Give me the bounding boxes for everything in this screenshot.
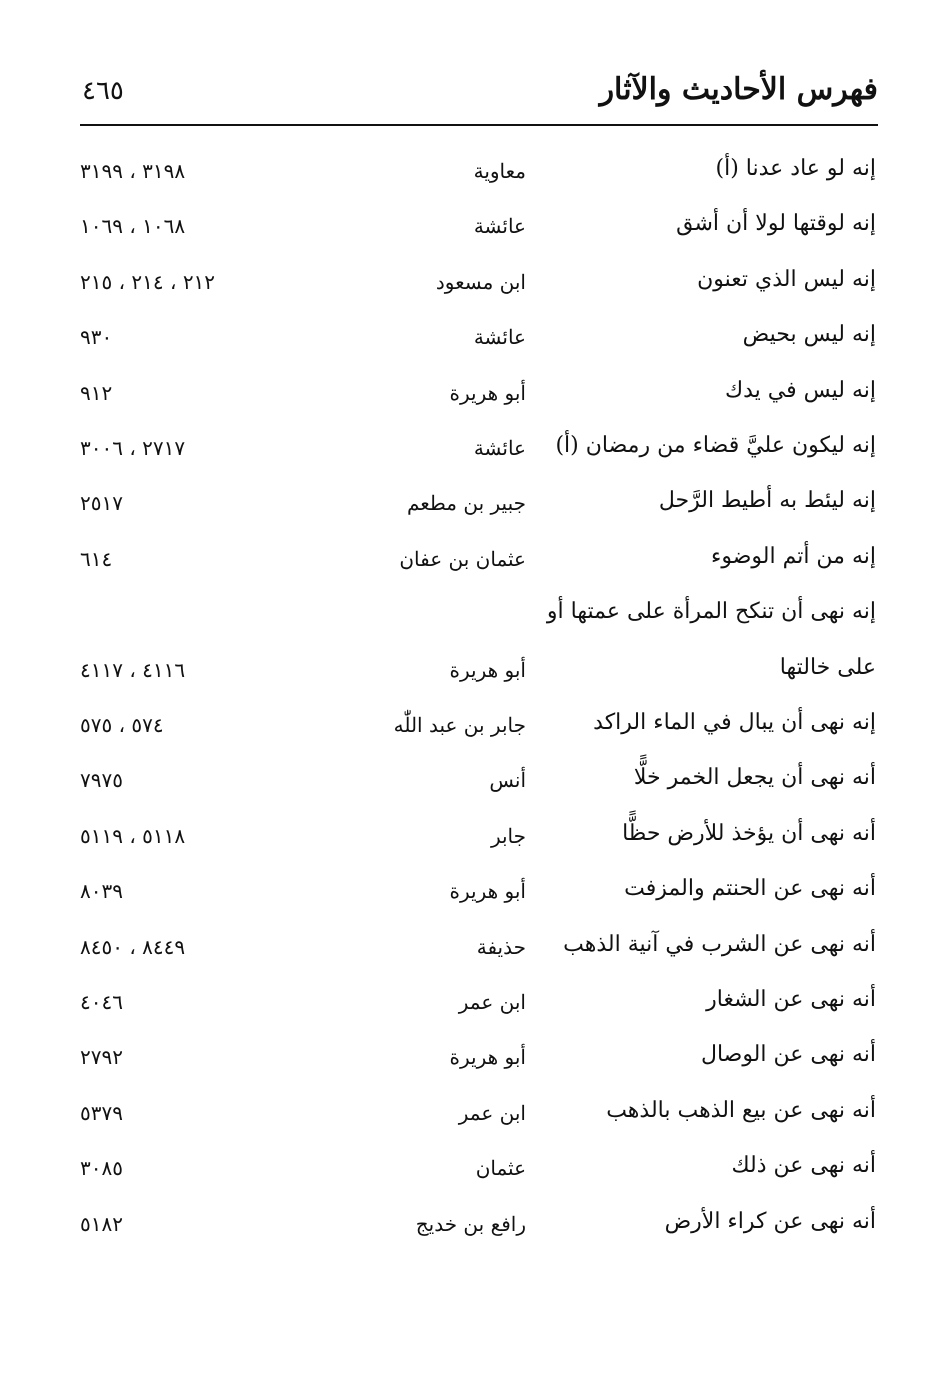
index-entry-row bbox=[0, 655, 932, 705]
hadith-numbers: ٧٩٧٥ bbox=[80, 768, 123, 792]
index-entry-row bbox=[0, 1209, 932, 1259]
hadith-numbers: ٢١٢ ، ٢١٤ ، ٢١٥ bbox=[80, 270, 216, 294]
hadith-text: أنه نهى عن الوصال bbox=[700, 1042, 876, 1067]
hadith-text: إنه لو عاد عدنا (أ) bbox=[715, 156, 876, 181]
hadith-numbers: ٥٧٤ ، ٥٧٥ bbox=[80, 713, 164, 737]
hadith-text: إنه نهى أن تنكح المرأة على عمتها أو bbox=[546, 599, 876, 624]
index-entry-row bbox=[0, 488, 932, 538]
hadith-numbers: ٤٠٤٦ bbox=[80, 990, 123, 1014]
hadith-text: أنه نهى أن يؤخذ للأرض حظًّا bbox=[622, 821, 876, 846]
index-entry-row bbox=[0, 599, 932, 649]
hadith-text: إنه نهى أن يبال في الماء الراكد bbox=[593, 710, 876, 735]
hadith-text: إنه ليس في يدك bbox=[724, 378, 876, 403]
narrator-name: ابن عمر bbox=[458, 990, 526, 1014]
narrator-name: عائشة bbox=[473, 325, 526, 349]
hadith-text: إنه ليس الذي تعنون bbox=[697, 267, 876, 292]
hadith-numbers: ٩١٢ bbox=[80, 381, 113, 405]
hadith-numbers: ٥٣٧٩ bbox=[80, 1101, 123, 1125]
hadith-text: أنه نهى عن الشغار bbox=[706, 987, 876, 1012]
page-number: ٤٦٥ bbox=[82, 76, 124, 106]
hadith-numbers: ٨٠٣٩ bbox=[80, 879, 123, 903]
page-title: فهرس الأحاديث والآثار bbox=[599, 72, 878, 107]
index-entry-row bbox=[0, 1042, 932, 1092]
narrator-name: أنس bbox=[489, 768, 526, 792]
narrator-name: ابن عمر bbox=[458, 1101, 526, 1125]
narrator-name: عائشة bbox=[473, 436, 526, 460]
hadith-numbers: ٥١١٨ ، ٥١١٩ bbox=[80, 824, 186, 848]
narrator-name: أبو هريرة bbox=[449, 1045, 526, 1069]
hadith-text: أنه نهى عن الشرب في آنية الذهب bbox=[563, 932, 876, 957]
index-entry-row bbox=[0, 433, 932, 483]
hadith-text: إنه لوقتها لولا أن أشق bbox=[676, 211, 876, 236]
narrator-name: معاوية bbox=[473, 159, 526, 183]
index-entry-row bbox=[0, 544, 932, 594]
narrator-name: جبير بن مطعم bbox=[406, 491, 526, 515]
narrator-name: ابن مسعود bbox=[435, 270, 526, 294]
hadith-numbers: ٣١٩٨ ، ٣١٩٩ bbox=[80, 159, 186, 183]
index-entry-row bbox=[0, 267, 932, 317]
hadith-text: على خالتها bbox=[779, 655, 876, 680]
index-entry-row bbox=[0, 1153, 932, 1203]
narrator-name: عائشة bbox=[473, 214, 526, 238]
hadith-numbers: ٨٤٤٩ ، ٨٤٥٠ bbox=[80, 935, 186, 959]
hadith-text: أنه نهى عن الحنتم والمزفت bbox=[624, 876, 876, 901]
narrator-name: أبو هريرة bbox=[449, 879, 526, 903]
hadith-text: أنه نهى أن يجعل الخمر خلًّا bbox=[633, 765, 876, 790]
hadith-text: إنه ليس بحيض bbox=[742, 322, 876, 347]
narrator-name: أبو هريرة bbox=[449, 658, 526, 682]
hadith-numbers: ١٠٦٨ ، ١٠٦٩ bbox=[80, 214, 186, 238]
index-entry-row bbox=[0, 156, 932, 206]
hadith-text: إنه من أتم الوضوء bbox=[711, 544, 876, 569]
narrator-name: أبو هريرة bbox=[449, 381, 526, 405]
index-entry-row bbox=[0, 1098, 932, 1148]
narrator-name: حذيفة bbox=[476, 935, 526, 959]
index-entry-row bbox=[0, 211, 932, 261]
hadith-text: إنه ليكون عليَّ قضاء من رمضان (أ) bbox=[555, 433, 876, 458]
narrator-name: عثمان بن عفان bbox=[399, 547, 526, 571]
hadith-numbers: ٩٣٠ bbox=[80, 325, 113, 349]
index-entry-row bbox=[0, 821, 932, 871]
hadith-numbers: ٦١٤ bbox=[80, 547, 113, 571]
index-entry-row bbox=[0, 322, 932, 372]
hadith-numbers: ٢٧١٧ ، ٣٠٠٦ bbox=[80, 436, 186, 460]
index-entry-row bbox=[0, 876, 932, 926]
hadith-numbers: ٥١٨٢ bbox=[80, 1212, 123, 1236]
hadith-text: أنه نهى عن ذلك bbox=[731, 1153, 876, 1178]
hadith-text: أنه نهى عن كراء الأرض bbox=[664, 1209, 876, 1234]
hadith-numbers: ٢٥١٧ bbox=[80, 491, 123, 515]
index-entry-row bbox=[0, 765, 932, 815]
index-entry-row bbox=[0, 710, 932, 760]
index-entry-row bbox=[0, 378, 932, 428]
hadith-numbers: ٤١١٦ ، ٤١١٧ bbox=[80, 658, 186, 682]
hadith-text: إنه ليئط به أطيط الرَّحل bbox=[658, 488, 876, 513]
hadith-numbers: ٢٧٩٢ bbox=[80, 1045, 123, 1069]
narrator-name: جابر bbox=[490, 824, 526, 848]
index-entry-row bbox=[0, 932, 932, 982]
hadith-text: أنه نهى عن بيع الذهب بالذهب bbox=[606, 1098, 876, 1123]
index-entry-row bbox=[0, 987, 932, 1037]
narrator-name: رافع بن خديج bbox=[415, 1212, 526, 1236]
narrator-name: عثمان bbox=[475, 1156, 526, 1180]
hadith-numbers: ٣٠٨٥ bbox=[80, 1156, 123, 1180]
narrator-name: جابر بن عبد اللّٰه bbox=[393, 713, 526, 737]
